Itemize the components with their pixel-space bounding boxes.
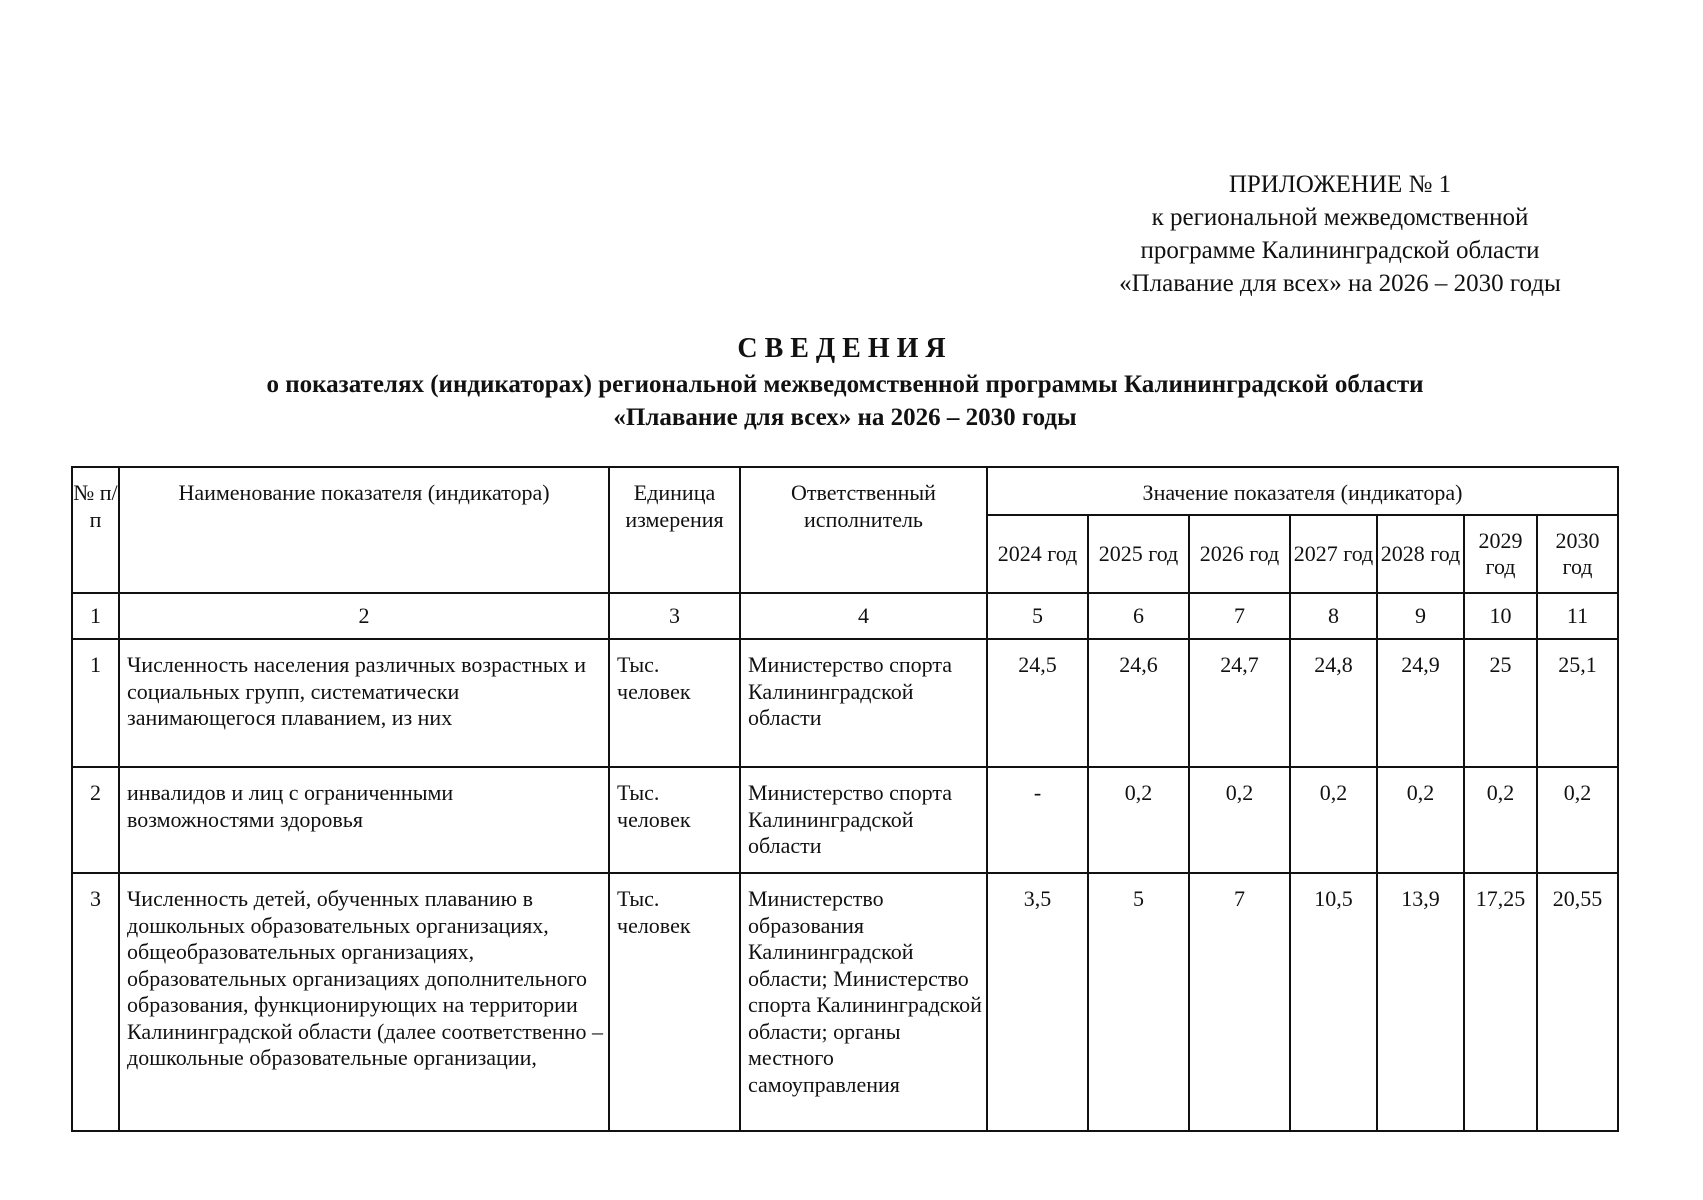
header-year: 2027 год bbox=[1290, 515, 1377, 593]
header-name: Наименование показателя (индикатора) bbox=[119, 467, 609, 593]
row-value: 24,6 bbox=[1088, 639, 1189, 767]
column-number: 1 bbox=[72, 593, 119, 639]
row-value: 24,9 bbox=[1377, 639, 1464, 767]
row-value: 0,2 bbox=[1537, 767, 1618, 873]
appendix-line-4: «Плавание для всех» на 2026 – 2030 годы bbox=[1119, 270, 1561, 297]
row-value: 24,5 bbox=[987, 639, 1088, 767]
row-unit: Тыс. человек bbox=[609, 767, 740, 873]
row-num: 3 bbox=[72, 873, 119, 1131]
appendix-header bbox=[1080, 168, 1600, 300]
row-value: 3,5 bbox=[987, 873, 1088, 1131]
row-unit: Тыс. человек bbox=[609, 639, 740, 767]
table-row bbox=[72, 873, 1618, 1131]
header-year: 2024 год bbox=[987, 515, 1088, 593]
column-number: 6 bbox=[1088, 593, 1189, 639]
row-value: 0,2 bbox=[1377, 767, 1464, 873]
row-value: 7 bbox=[1189, 873, 1290, 1131]
row-name: Численность детей, обученных плаванию в дошкольных образовательных организациях, общеобразовательных организациях, образовательных организациях дополнительного образования, функционирующих на территории Калининградской области (далее соответственно – дошкольные образовательные организации, bbox=[119, 873, 609, 1131]
row-executor: Министерство образования Калининградской области; Министерство спорта Калининградской области; органы местного самоуправления bbox=[740, 873, 987, 1131]
column-number: 11 bbox=[1537, 593, 1618, 639]
row-unit: Тыс. человек bbox=[609, 873, 740, 1131]
row-executor: Министерство спорта Калининградской области bbox=[740, 767, 987, 873]
table-row bbox=[72, 767, 1618, 873]
row-value: 24,8 bbox=[1290, 639, 1377, 767]
column-number: 2 bbox=[119, 593, 609, 639]
column-number: 9 bbox=[1377, 593, 1464, 639]
header-num: № п/п bbox=[72, 467, 119, 593]
appendix-line-2: к региональной межведомственной bbox=[1151, 204, 1529, 231]
row-value: 17,25 bbox=[1464, 873, 1537, 1131]
row-value: 0,2 bbox=[1290, 767, 1377, 873]
row-value: 20,55 bbox=[1537, 873, 1618, 1131]
row-value: 0,2 bbox=[1464, 767, 1537, 873]
header-year: 2030 год bbox=[1537, 515, 1618, 593]
column-number: 7 bbox=[1189, 593, 1290, 639]
appendix-line-3: программе Калининградской области bbox=[1140, 237, 1540, 264]
column-number: 10 bbox=[1464, 593, 1537, 639]
title-subtitle-1: о показателях (индикаторах) региональной межведомственной программы Калининградской области bbox=[266, 371, 1424, 398]
document-title bbox=[100, 330, 1590, 434]
appendix-line-1: ПРИЛОЖЕНИЕ № 1 bbox=[1228, 171, 1452, 198]
row-value: 13,9 bbox=[1377, 873, 1464, 1131]
row-executor: Министерство спорта Калининградской области bbox=[740, 639, 987, 767]
column-number: 4 bbox=[740, 593, 987, 639]
column-number: 5 bbox=[987, 593, 1088, 639]
title-subtitle-2: «Плавание для всех» на 2026 – 2030 годы bbox=[613, 404, 1077, 431]
header-unit: Единица измерения bbox=[609, 467, 740, 593]
header-year: 2025 год bbox=[1088, 515, 1189, 593]
header-executor: Ответственный исполнитель bbox=[740, 467, 987, 593]
row-value: 10,5 bbox=[1290, 873, 1377, 1131]
column-number: 8 bbox=[1290, 593, 1377, 639]
row-value: 5 bbox=[1088, 873, 1189, 1131]
row-value: - bbox=[987, 767, 1088, 873]
row-value: 0,2 bbox=[1189, 767, 1290, 873]
table-row bbox=[72, 639, 1618, 767]
column-number: 3 bbox=[609, 593, 740, 639]
row-value: 25,1 bbox=[1537, 639, 1618, 767]
header-values-group: Значение показателя (индикатора) bbox=[987, 467, 1618, 515]
header-year: 2029 год bbox=[1464, 515, 1537, 593]
row-value: 24,7 bbox=[1189, 639, 1290, 767]
row-value: 25 bbox=[1464, 639, 1537, 767]
row-name: Численность населения различных возрастных и социальных групп, систематически занимающегося плаванием, из них bbox=[119, 639, 609, 767]
row-value: 0,2 bbox=[1088, 767, 1189, 873]
row-name: инвалидов и лиц с ограниченными возможностями здоровья bbox=[119, 767, 609, 873]
indicators-table bbox=[71, 466, 1619, 1132]
header-row-1 bbox=[72, 467, 1618, 515]
row-num: 1 bbox=[72, 639, 119, 767]
column-number-row bbox=[72, 593, 1618, 639]
title-main: СВЕДЕНИЯ bbox=[737, 333, 953, 364]
row-num: 2 bbox=[72, 767, 119, 873]
header-year: 2026 год bbox=[1189, 515, 1290, 593]
header-year: 2028 год bbox=[1377, 515, 1464, 593]
